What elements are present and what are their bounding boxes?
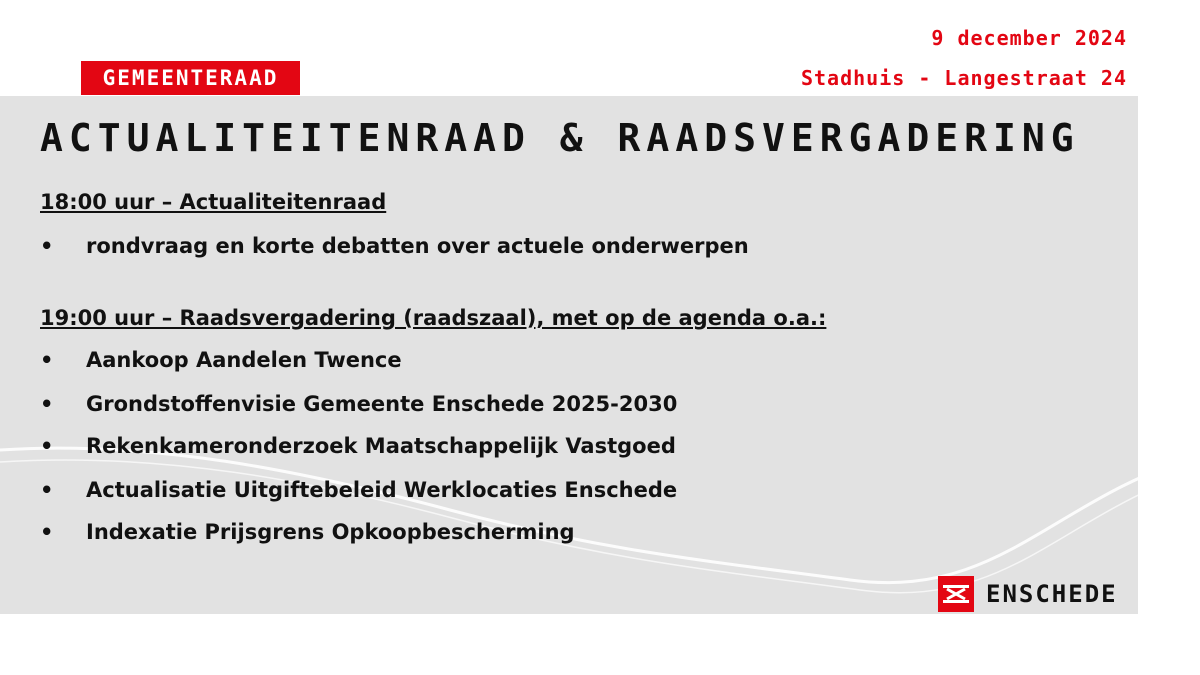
list-item (40, 348, 402, 372)
meeting-location: Stadhuis - Langestraat 24 (800, 66, 1127, 90)
logo-wordmark: ENSCHEDE (986, 580, 1118, 608)
bullet-icon: • (40, 478, 54, 502)
list-item-label: rondvraag en korte debatten over actuele onderwerpen (86, 234, 749, 258)
enschede-logo (938, 576, 1118, 612)
section-heading-actualiteitenraad: 18:00 uur – Actualiteitenraad (40, 190, 387, 214)
list-item (40, 478, 677, 502)
list-item-label: Rekenkameronderzoek Maatschappelijk Vastgoed (86, 434, 676, 458)
bullet-icon: • (40, 348, 54, 372)
meeting-date: 9 december 2024 (931, 26, 1127, 50)
bullet-icon: • (40, 520, 54, 544)
bullet-icon: • (40, 234, 54, 258)
list-item-label: Aankoop Aandelen Twence (86, 348, 402, 372)
list-item-label: Indexatie Prijsgrens Opkoopbescherming (86, 520, 575, 544)
list-item (40, 520, 575, 544)
page-title: ACTUALITEITENRAAD & RAADSVERGADERING (40, 116, 1080, 160)
list-item (40, 434, 676, 458)
list-item (40, 234, 749, 258)
gemeenteraad-badge: GEMEENTERAAD (81, 61, 300, 95)
enschede-logo-icon (938, 576, 974, 612)
list-item-label: Grondstoffenvisie Gemeente Enschede 2025-2030 (86, 392, 678, 416)
bullet-icon: • (40, 392, 54, 416)
list-item-label: Actualisatie Uitgiftebeleid Werklocaties Enschede (86, 478, 678, 502)
bullet-icon: • (40, 434, 54, 458)
section-heading-raadsvergadering: 19:00 uur – Raadsvergadering (raadszaal), met op de agenda o.a.: (40, 306, 827, 330)
list-item (40, 392, 677, 416)
